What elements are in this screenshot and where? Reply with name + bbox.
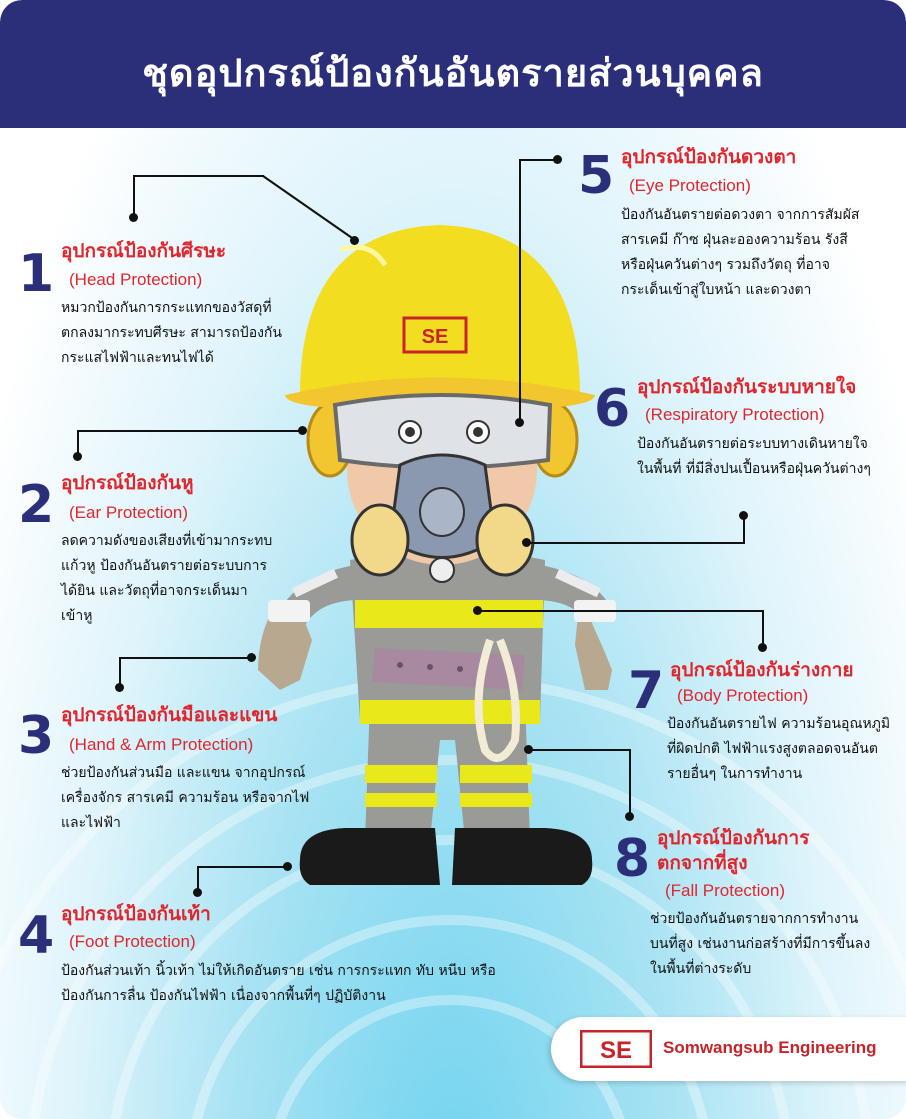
section-number-2: 2 bbox=[18, 475, 55, 535]
section-title-en-3: (Hand & Arm Protection) bbox=[69, 735, 254, 754]
section-description-4: ป้องกันส่วนเท้า นิ้วเท้า ไม่ให้เกิดอันตราย เช่น การกระแทก ทับ หนีบ หรือป้องกันการลื่น ป้องกันไฟฟ้า เนื่องจากพื้นที่ๆ ปฏิบัติงาน bbox=[61, 963, 496, 1004]
section-description-5: ป้องกันอันตรายต่อดวงตา จากการสัมผัสสารเคมี ก๊าซ ฝุ่นละอองความร้อน รังสี หรือฝุ่นควันต่างๆ รวมถึงวัตถุ ที่อาจกระเด็นเข้าสู่ใบหน้า และดวงตา bbox=[621, 207, 860, 298]
company-logo-icon bbox=[580, 1030, 652, 1068]
page-title: ชุดอุปกรณ์ป้องกันอันตรายส่วนบุคคล bbox=[142, 51, 764, 95]
section-title-th-3: อุปกรณ์ป้องกันมือและแขน bbox=[61, 704, 278, 726]
leader-line-2b bbox=[77, 430, 302, 432]
leader-line-5b bbox=[519, 159, 521, 422]
leader-line-4b bbox=[197, 866, 287, 868]
section-description-1: หมวกป้องกันการกระแทกของวัสดุที่ตกลงมากระทบศีรษะ สามารถป้องกันกระแสไฟฟ้าและทนไฟได้ bbox=[61, 300, 282, 366]
section-description-6: ป้องกันอันตรายต่อระบบทางเดินหายใจ ในพื้นที่ ที่มีสิ่งปนเปื้อนหรือฝุ่นควันต่างๆ bbox=[637, 436, 871, 477]
leader-line-8a bbox=[528, 749, 630, 751]
leader-dot-1b bbox=[350, 236, 359, 245]
leader-line-3b bbox=[119, 657, 251, 659]
leader-dot-6 bbox=[739, 511, 748, 520]
leader-line-1b bbox=[133, 175, 263, 177]
section-title-en-1: (Head Protection) bbox=[69, 270, 203, 289]
section-title-en-8: (Fall Protection) bbox=[665, 881, 785, 900]
company-logo-mark: SE bbox=[599, 1037, 633, 1064]
chest-reflective-stripe bbox=[355, 600, 543, 628]
section-title-en-2: (Ear Protection) bbox=[69, 503, 189, 522]
section-title-en-5: (Eye Protection) bbox=[629, 176, 751, 195]
leader-line-6b bbox=[526, 542, 745, 544]
leader-dot-1 bbox=[129, 213, 138, 222]
leader-line-8b bbox=[629, 749, 631, 817]
section-description-3: ช่วยป้องกันส่วนมือ และแขน จากอุปกรณ์เครื่องจักร สารเคมี ความร้อน หรือจากไฟ และไฟฟ้า bbox=[61, 765, 310, 831]
section-number-4: 4 bbox=[18, 906, 55, 966]
section-description-7: ป้องกันอันตรายไฟ ความร้อนอุณหภูมิที่ผิดปกติ ไฟฟ้าแรงสูงตลอดจนอันตรายอื่นๆ ในการทำงาน bbox=[667, 716, 891, 782]
section-title-en-7: (Body Protection) bbox=[677, 686, 809, 705]
section-title-th-2: อุปกรณ์ป้องกันหู bbox=[61, 472, 194, 494]
section-number-3: 3 bbox=[18, 706, 55, 766]
leader-dot-2b bbox=[298, 426, 307, 435]
section-title-th-7: อุปกรณ์ป้องกันร่างกาย bbox=[670, 659, 854, 681]
leader-dot-4b bbox=[283, 862, 292, 871]
boot-right bbox=[452, 828, 592, 885]
leader-dot-8b bbox=[524, 745, 533, 754]
leader-dot-3 bbox=[115, 683, 124, 692]
leader-dot-8 bbox=[625, 812, 634, 821]
leader-dot-2 bbox=[73, 452, 82, 461]
company-name: Somwangsub Engineering bbox=[663, 1038, 877, 1057]
section-title-en-6: (Respiratory Protection) bbox=[645, 405, 825, 424]
section-description-2: ลดความดังของเสียงที่เข้ามากระทบแก้วหู ป้องกันอันตรายต่อระบบการได้ยิน และวัตถุที่อาจกระเด็นมาเข้าหู bbox=[61, 533, 273, 624]
section-title-th-1: อุปกรณ์ป้องกันศีรษะ bbox=[61, 240, 227, 262]
leader-dot-3b bbox=[247, 653, 256, 662]
section-title-th-8: อุปกรณ์ป้องกันการตกจากที่สูง bbox=[657, 827, 810, 874]
section-title-th-5: อุปกรณ์ป้องกันดวงตา bbox=[621, 146, 797, 168]
leg-reflective-stripe-right bbox=[460, 765, 532, 783]
leader-dot-4 bbox=[193, 888, 202, 897]
section-number-1: 1 bbox=[18, 244, 55, 304]
respirator-filter-left bbox=[352, 505, 408, 575]
leader-dot-6b bbox=[522, 538, 531, 547]
section-title-th-4: อุปกรณ์ป้องกันเท้า bbox=[61, 903, 211, 925]
leader-dot-5 bbox=[553, 155, 562, 164]
leader-line-1c bbox=[262, 174, 362, 244]
section-number-7: 7 bbox=[628, 661, 665, 721]
section-number-5: 5 bbox=[578, 146, 615, 206]
leader-dot-5b bbox=[515, 418, 524, 427]
leader-dot-7 bbox=[758, 643, 767, 652]
leg-reflective-stripe-left bbox=[365, 765, 437, 783]
section-number-8: 8 bbox=[614, 829, 651, 889]
section-title-th-6: อุปกรณ์ป้องกันระบบหายใจ bbox=[637, 376, 857, 398]
glove-right bbox=[575, 615, 612, 690]
boot-left bbox=[300, 828, 440, 885]
section-description-8: ช่วยป้องกันอันตรายจากการทำงานบนที่สูง เช่นงานก่อสร้างที่มีการขึ้นลง ในพื้นที่ต่างระดับ bbox=[650, 911, 871, 977]
leader-dot-7b bbox=[473, 606, 482, 615]
helmet-logo-text: SE bbox=[421, 326, 449, 348]
section-number-6: 6 bbox=[594, 379, 631, 439]
leader-line-5a bbox=[519, 159, 557, 161]
section-title-en-4: (Foot Protection) bbox=[69, 932, 196, 951]
leader-line-7a bbox=[477, 610, 763, 612]
